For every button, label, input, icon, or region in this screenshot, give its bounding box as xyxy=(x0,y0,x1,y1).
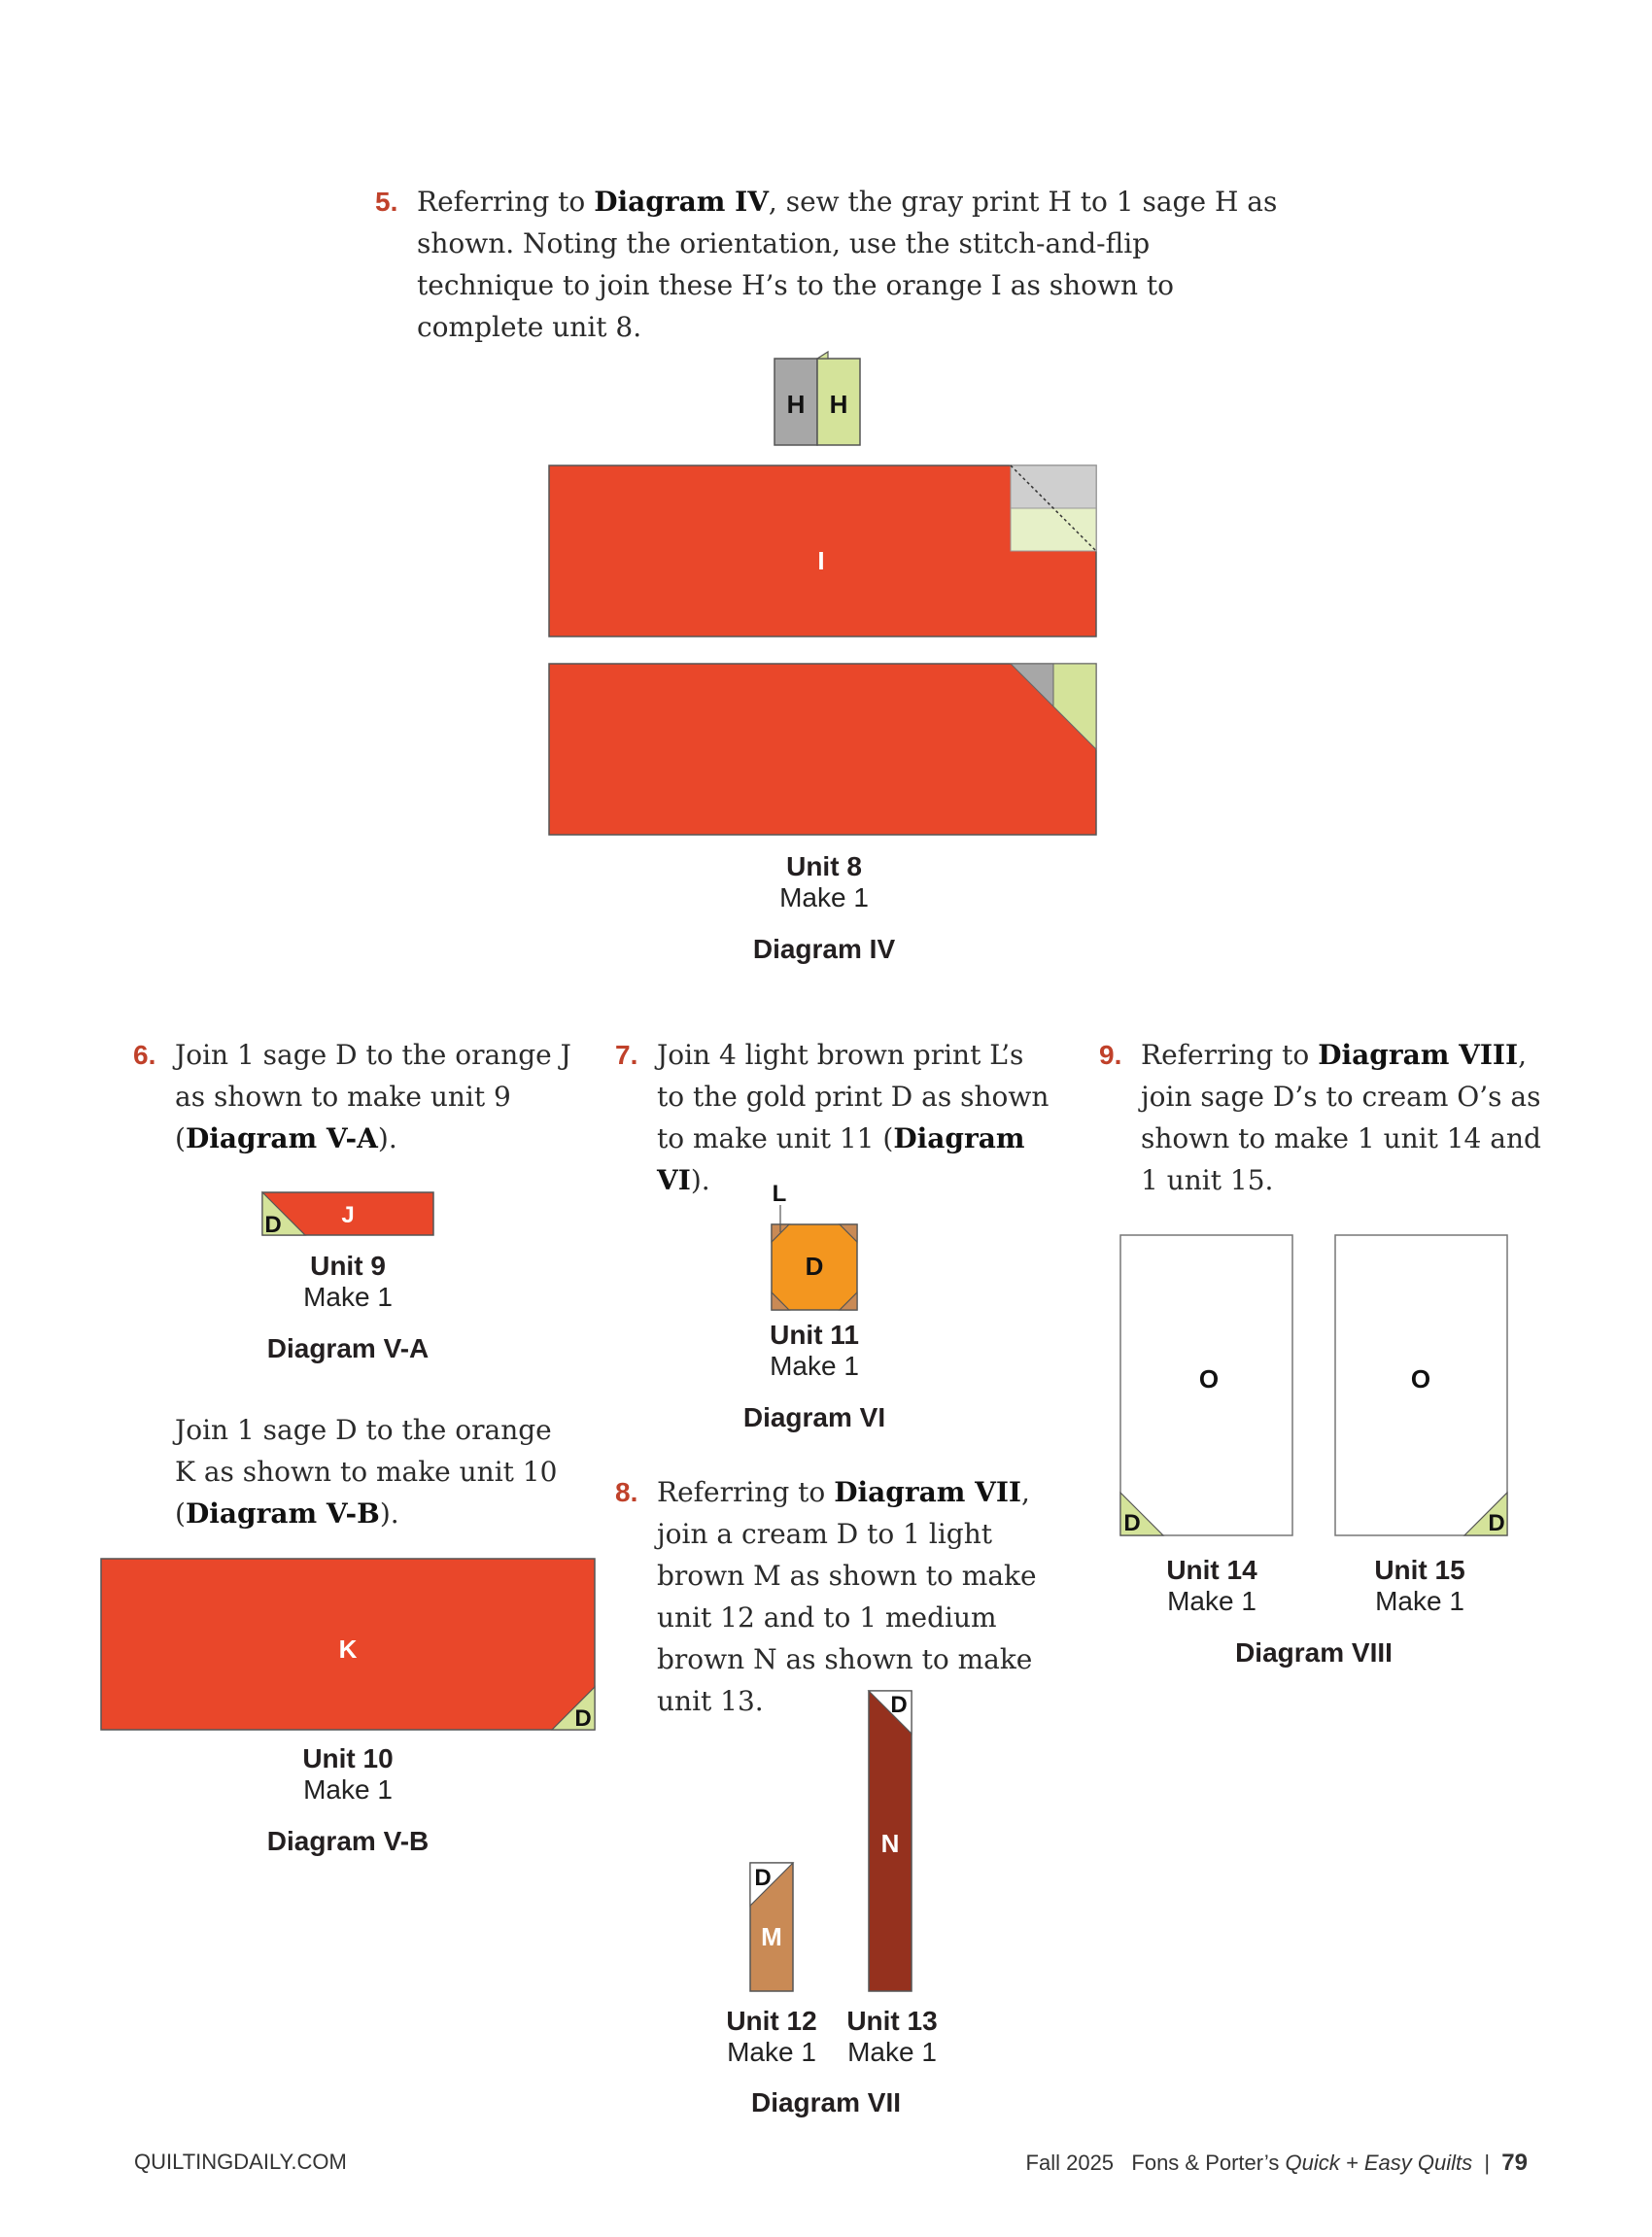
diagram-reference: Diagram V-B xyxy=(185,1497,380,1530)
unit-14-caption: Unit 14 Make 1 xyxy=(1166,1555,1257,1616)
footer-issue xyxy=(1026,2150,1528,2177)
diagram-reference: Diagram IV xyxy=(594,186,769,218)
step-6: 6. Join 1 sage D to the orange J as shown to make unit 9 (Diagram V-A). xyxy=(175,1034,573,1159)
unit-9-caption: Unit 9 Make 1 xyxy=(303,1251,393,1312)
piece-label-d: D xyxy=(1123,1510,1141,1536)
unit-13-block xyxy=(869,1691,912,1991)
step-6-continued: Join 1 sage D to the orange K as shown to make unit 10 (Diagram V-B). xyxy=(175,1414,558,1530)
step-number: 7. xyxy=(615,1040,638,1070)
piece-label-l: L xyxy=(772,1181,787,1207)
diagram-v-b-title: Diagram V-B xyxy=(266,1826,430,1856)
piece-label-d: D xyxy=(574,1705,592,1732)
unit-15-block xyxy=(1335,1235,1507,1536)
diagram-reference: Diagram VII xyxy=(834,1476,1022,1508)
unit-8-block xyxy=(549,664,1096,835)
piece-label-d: D xyxy=(805,1252,824,1281)
unit-10-block xyxy=(101,1559,595,1732)
diagram-viii-title: Diagram VIII xyxy=(1235,1637,1393,1668)
unit-15-caption: Unit 15 Make 1 xyxy=(1374,1555,1465,1616)
piece-label-j: J xyxy=(341,1202,355,1228)
page-number: 79 xyxy=(1501,2150,1528,2176)
piece-label-o: O xyxy=(1410,1364,1431,1394)
unit-13-caption: Unit 13 Make 1 xyxy=(846,2006,938,2067)
piece-label-h-gray: H xyxy=(786,390,806,419)
diagram-vi-title: Diagram VI xyxy=(742,1402,886,1432)
unit-12-block xyxy=(750,1863,793,1991)
piece-label-n: N xyxy=(880,1829,900,1858)
piece-label-d: D xyxy=(1488,1510,1505,1536)
step-number: 5. xyxy=(375,187,398,217)
diagram-reference: Diagram VIII xyxy=(1318,1039,1519,1071)
piece-label-i: I xyxy=(817,546,825,575)
piece-label-d: D xyxy=(890,1692,908,1718)
diagram-vii-title: Diagram VII xyxy=(750,2087,902,2117)
unit-11-caption: Unit 11 Make 1 xyxy=(770,1320,859,1381)
unit-12-caption: Unit 12 Make 1 xyxy=(726,2006,817,2067)
diagram-reference: Diagram VI xyxy=(657,1122,1025,1196)
diagram-reference: Diagram V-A xyxy=(185,1122,378,1154)
unit-10-caption: Unit 10 Make 1 xyxy=(302,1743,394,1805)
unit-8-caption: Unit 8 Make 1 xyxy=(779,851,869,912)
unit-h-pair xyxy=(774,352,860,445)
step-number: 8. xyxy=(615,1477,638,1507)
rectangle-i-with-h-squares xyxy=(549,465,1096,637)
piece-label-d: D xyxy=(754,1865,772,1891)
step-7: 7. Join 4 light brown print L’s to the gold print D as shown to make unit 11 (Diagram VI). xyxy=(657,1034,1055,1201)
piece-label-o: O xyxy=(1198,1364,1220,1394)
footer-separator: | xyxy=(1484,2151,1491,2175)
step-8: 8. Referring to Diagram VII, join a cream D to 1 light brown M as shown to make unit 12 and to 1 medium brown N as shown to make unit 13. xyxy=(657,1471,1055,1722)
step-5: 5. Referring to Diagram IV, sew the gray print H to 1 sage H as shown. Noting the orientation, use the stitch-and-flip technique to join these H’s to the orange I as shown to complete unit 8. xyxy=(417,181,1282,348)
unit-9-block xyxy=(262,1192,433,1238)
piece-label-h-sage: H xyxy=(829,390,848,419)
step-number: 9. xyxy=(1099,1040,1122,1070)
step-9: 9. Referring to Diagram VIII, join sage D’s to cream O’s as shown to make 1 unit 14 and 1 unit 15. xyxy=(1141,1034,1549,1201)
piece-label-d: D xyxy=(264,1212,282,1238)
diagram-iv-title: Diagram IV xyxy=(752,934,896,964)
unit-14-block xyxy=(1120,1235,1292,1536)
diagram-v-a-title: Diagram V-A xyxy=(266,1333,430,1363)
footer-magazine: Fons & Porter’s Quick + Easy Quilts xyxy=(1131,2151,1473,2175)
footer-site: QUILTINGDAILY.COM xyxy=(134,2150,347,2174)
step-number: 6. xyxy=(133,1040,156,1070)
piece-label-m: M xyxy=(761,1922,782,1951)
piece-label-k: K xyxy=(338,1635,358,1664)
footer-season: Fall 2025 xyxy=(1025,2151,1115,2175)
